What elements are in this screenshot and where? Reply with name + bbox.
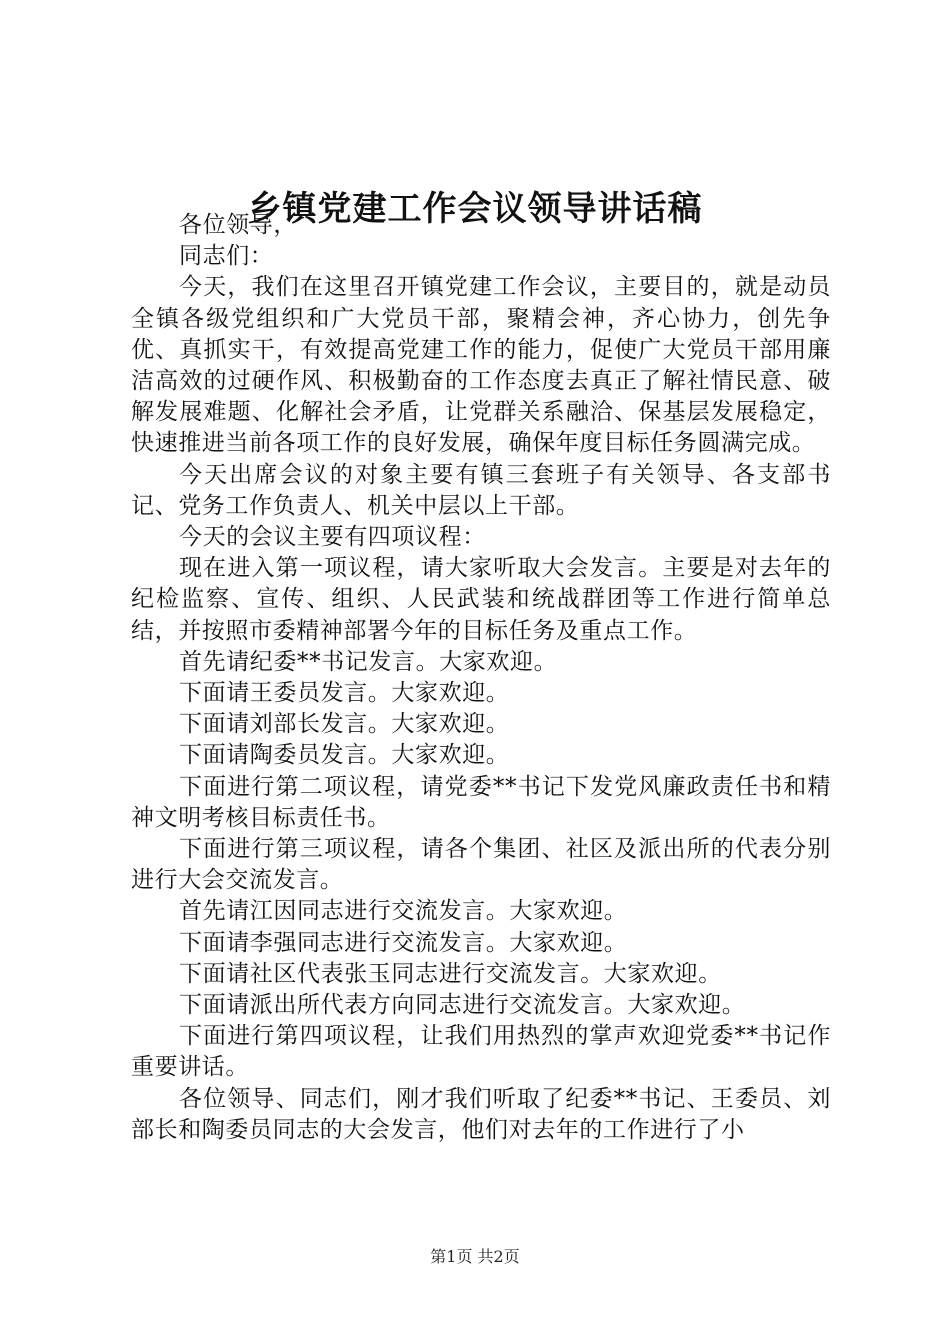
page-number: 第1页 共2页 <box>430 1247 520 1266</box>
paragraph: 今天，我们在这里召开镇党建工作会议，主要目的，就是动员全镇各级党组织和广大党员干部，聚精会神，齐心协力，创先争优、真抓实干，有效提高党建工作的能力，促使广大党员干部用廉洁高效的过硬作风、积极勤奋的工作态度去真正了解社情民意、破解发展难题、化解社会矛盾，让党群关系融洽、保基层发展稳定，快速推进当前各项工作的良好发展，确保年度目标任务圆满完成。 <box>131 274 831 457</box>
paragraph: 首先请江因同志进行交流发言。大家欢迎。 <box>179 898 628 925</box>
paragraph: 下面进行第三项议程，请各个集团、社区及派出所的代表分别进行大会交流发言。 <box>131 836 831 894</box>
paragraph: 下面请派出所代表方向同志进行交流发言。大家欢迎。 <box>179 992 746 1019</box>
paragraph: 下面请陶委员发言。大家欢迎。 <box>179 742 510 769</box>
document-body <box>131 210 831 1146</box>
paragraph: 下面进行第二项议程，请党委**书记下发党风廉政责任书和精神文明考核目标责任书。 <box>131 773 831 831</box>
paragraph: 下面请社区代表张玉同志进行交流发言。大家欢迎。 <box>179 960 722 987</box>
paragraph: 同志们： <box>179 243 274 270</box>
paragraph: 今天出席会议的对象主要有镇三套班子有关领导、各支部书记、党务工作负责人、机关中层以上干部。 <box>131 461 831 519</box>
paragraph: 下面进行第四项议程，让我们用热烈的掌声欢迎党委**书记作重要讲话。 <box>131 1023 831 1081</box>
paragraph: 首先请纪委**书记发言。大家欢迎。 <box>179 648 558 675</box>
paragraph: 各位领导， <box>179 212 297 238</box>
paragraph: 下面请刘部长发言。大家欢迎。 <box>179 711 510 738</box>
paragraph: 现在进入第一项议程，请大家听取大会发言。主要是对去年的纪检监察、宣传、组织、人民武装和统战群团等工作进行简单总结，并按照市委精神部署今年的目标任务及重点工作。 <box>131 555 831 644</box>
document-title: 乡镇党建工作会议领导讲话稿 <box>247 189 703 229</box>
paragraph: 今天的会议主要有四项议程： <box>179 524 486 551</box>
paragraph: 下面请王委员发言。大家欢迎。 <box>179 680 510 707</box>
paragraph: 下面请李强同志进行交流发言。大家欢迎。 <box>179 929 628 956</box>
paragraph: 各位领导、同志们，刚才我们听取了纪委**书记、王委员、刘部长和陶委员同志的大会发言，他们对去年的工作进行了小 <box>131 1085 831 1143</box>
